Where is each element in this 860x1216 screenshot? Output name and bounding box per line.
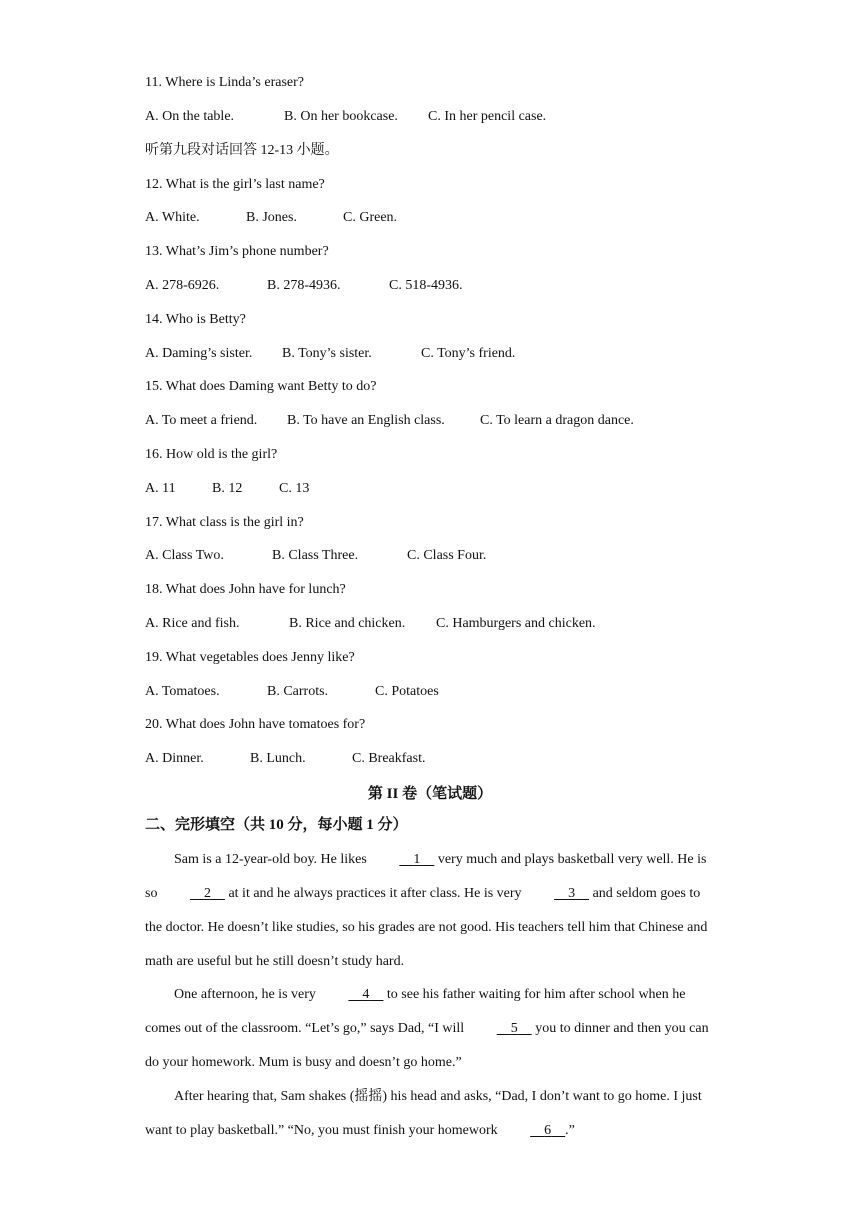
passage-text: you to dinner and then you can do your homework. Mum is busy and doesn’t go home.” <box>145 1021 709 1070</box>
options-18 <box>145 615 596 633</box>
options-13 <box>145 277 463 295</box>
option-b: B. Rice and chicken. <box>289 616 406 631</box>
option-a: A. Rice and fish. <box>145 616 240 631</box>
option-b: B. 12 <box>212 481 243 496</box>
passage-text: at it and he always practices it after class. He is very <box>224 886 526 901</box>
blank-number: 5 <box>510 1021 518 1036</box>
option-a: A. 278-6926. <box>145 278 220 293</box>
option-a: A. Tomatoes. <box>145 684 220 699</box>
option-c: C. Hamburgers and chicken. <box>436 616 596 631</box>
option-b: B. On her bookcase. <box>284 109 398 124</box>
question-12: 12. What is the girl’s last name? <box>145 177 325 192</box>
option-a: A. Class Two. <box>145 548 224 563</box>
question-14: 14. Who is Betty? <box>145 312 246 327</box>
passage-text: to see his father waiting for him after school when he comes out of the classroom. “Let’s go,” says Dad, “I will <box>145 987 686 1036</box>
option-a: A. On the table. <box>145 109 235 124</box>
question-20: 20. What does John have tomatoes for? <box>145 717 366 732</box>
option-b: B. 278-4936. <box>267 278 341 293</box>
option-a: A. Dinner. <box>145 751 204 766</box>
option-c: C. Breakfast. <box>352 751 426 766</box>
option-a: A. To meet a friend. <box>145 413 258 428</box>
passage-paragraph-3 <box>145 1080 715 1148</box>
option-c: C. Tony’s friend. <box>421 346 516 361</box>
question-17: 17. What class is the girl in? <box>145 515 304 530</box>
option-b: B. Tony’s sister. <box>282 346 372 361</box>
passage-paragraph-1 <box>145 843 715 979</box>
blank-3 <box>525 877 589 911</box>
options-20 <box>145 750 425 768</box>
option-a: A. Daming’s sister. <box>145 346 253 361</box>
blank-number: 3 <box>568 886 576 901</box>
passage-text: Sam is a 12-year-old boy. He likes <box>174 852 371 867</box>
blank-1 <box>370 843 434 877</box>
passage-text: and seldom goes to the doctor. He doesn’t like studies, so his grades are not good. His teachers tell him that Chinese and math are useful but he still doesn’t study hard. <box>145 886 708 969</box>
question-15: 15. What does Daming want Betty to do? <box>145 379 377 394</box>
options-15 <box>145 412 634 430</box>
options-16 <box>145 480 309 498</box>
option-b: B. Lunch. <box>250 751 306 766</box>
option-b: B. Carrots. <box>267 684 329 699</box>
option-c: C. In her pencil case. <box>428 109 547 124</box>
option-b: B. To have an English class. <box>287 413 445 428</box>
blank-5 <box>468 1012 532 1046</box>
passage-text: After hearing that, Sam shakes (摇摇) his head and asks, “Dad, I don’t want to go home. I just want to play basketball.” “No, you must finish your homework <box>145 1089 702 1138</box>
blank-number: 1 <box>413 852 421 867</box>
question-11: 11. Where is Linda’s eraser? <box>145 75 304 90</box>
options-12 <box>145 209 397 227</box>
blank-2 <box>161 877 225 911</box>
option-a: A. White. <box>145 210 200 225</box>
option-c: C. To learn a dragon dance. <box>480 413 634 428</box>
passage-text: .” <box>565 1123 575 1138</box>
blank-number: 2 <box>203 886 211 901</box>
option-c: C. 518-4936. <box>389 278 463 293</box>
question-13: 13. What’s Jim’s phone number? <box>145 244 329 259</box>
option-c: C. Class Four. <box>407 548 487 563</box>
options-11 <box>145 108 546 126</box>
question-18: 18. What does John have for lunch? <box>145 582 346 597</box>
blank-6 <box>501 1114 565 1148</box>
option-c: C. 13 <box>279 481 310 496</box>
listening-note: 听第九段对话回答 12-13 小题。 <box>145 143 339 158</box>
option-c: C. Potatoes <box>375 684 439 699</box>
question-19: 19. What vegetables does Jenny like? <box>145 650 355 665</box>
section-2-title: 二、完形填空（共 10 分，每小题 1 分） <box>145 817 408 833</box>
blank-4 <box>319 978 383 1012</box>
passage-text: very much and plays basketball very well. He is so <box>145 852 707 901</box>
options-14 <box>145 345 515 363</box>
options-19 <box>145 683 439 701</box>
part-2-title: 第 II 卷（笔试题） <box>367 786 493 802</box>
option-c: C. Green. <box>343 210 398 225</box>
option-b: B. Class Three. <box>272 548 359 563</box>
question-16: 16. How old is the girl? <box>145 447 278 462</box>
passage-text: One afternoon, he is very <box>174 987 320 1002</box>
option-a: A. 11 <box>145 481 176 496</box>
blank-number: 4 <box>362 987 370 1002</box>
options-17 <box>145 547 486 565</box>
passage-paragraph-2 <box>145 978 715 1080</box>
option-b: B. Jones. <box>246 210 297 225</box>
blank-number: 6 <box>544 1123 552 1138</box>
